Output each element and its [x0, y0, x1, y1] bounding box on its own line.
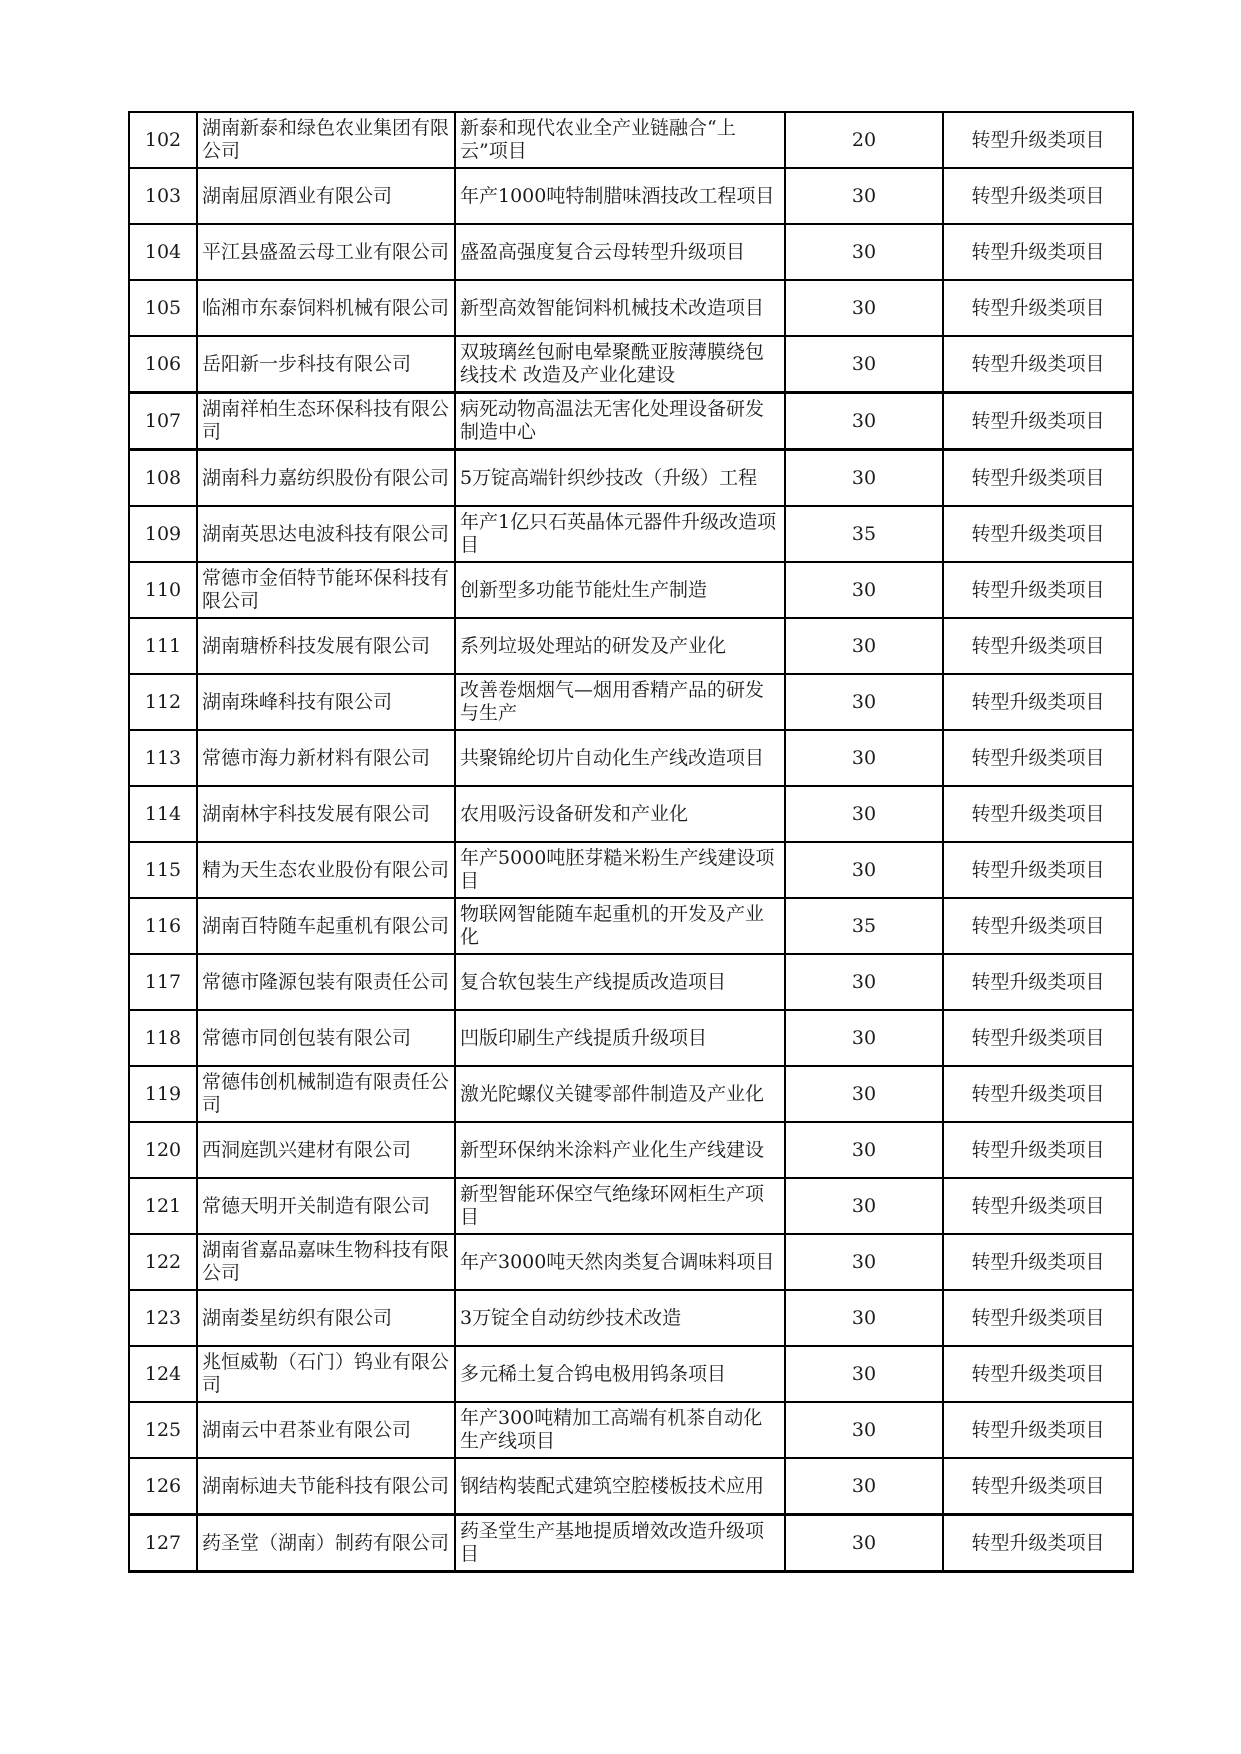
- table-row: [129, 1515, 1133, 1572]
- project-type: 转型升级类项目: [943, 1402, 1133, 1458]
- row-number: 119: [129, 1066, 197, 1122]
- project-type: 转型升级类项目: [943, 730, 1133, 786]
- company-name: 湖南祥柏生态环保科技有限公司: [197, 393, 455, 450]
- project-name: 新型智能环保空气绝缘环网柜生产项目: [455, 1178, 785, 1234]
- row-number: 116: [129, 898, 197, 954]
- table-row: [129, 898, 1133, 954]
- company-name: 常德市隆源包装有限责任公司: [197, 954, 455, 1010]
- project-type: 转型升级类项目: [943, 1290, 1133, 1346]
- funding-amount: 30: [785, 1010, 943, 1066]
- project-name: 激光陀螺仪关键零部件制造及产业化: [455, 1066, 785, 1122]
- project-type: 转型升级类项目: [943, 786, 1133, 842]
- project-type: 转型升级类项目: [943, 1178, 1133, 1234]
- project-name: 年产300吨精加工高端有机茶自动化生产线项目: [455, 1402, 785, 1458]
- company-name: 湖南屈原酒业有限公司: [197, 168, 455, 224]
- row-number: 108: [129, 450, 197, 507]
- table-row: [129, 1122, 1133, 1178]
- project-name: 凹版印刷生产线提质升级项目: [455, 1010, 785, 1066]
- company-name: 西洞庭凯兴建材有限公司: [197, 1122, 455, 1178]
- funding-amount: 30: [785, 450, 943, 507]
- project-name: 盛盈高强度复合云母转型升级项目: [455, 224, 785, 280]
- table-row: [129, 1290, 1133, 1346]
- row-number: 113: [129, 730, 197, 786]
- company-name: 湖南百特随车起重机有限公司: [197, 898, 455, 954]
- company-name: 湖南珠峰科技有限公司: [197, 674, 455, 730]
- project-name: 共聚锦纶切片自动化生产线改造项目: [455, 730, 785, 786]
- company-name: 临湘市东泰饲料机械有限公司: [197, 280, 455, 336]
- company-name: 湖南英思达电波科技有限公司: [197, 506, 455, 562]
- company-name: 湖南瑭桥科技发展有限公司: [197, 618, 455, 674]
- company-name: 常德伟创机械制造有限责任公司: [197, 1066, 455, 1122]
- table-row: [129, 393, 1133, 450]
- project-name: 年产1000吨特制腊味酒技改工程项目: [455, 168, 785, 224]
- project-type: 转型升级类项目: [943, 1346, 1133, 1402]
- table-row: [129, 1458, 1133, 1515]
- row-number: 112: [129, 674, 197, 730]
- funding-amount: 30: [785, 1178, 943, 1234]
- company-name: 常德市同创包装有限公司: [197, 1010, 455, 1066]
- project-type: 转型升级类项目: [943, 1458, 1133, 1515]
- table-row: [129, 730, 1133, 786]
- project-type: 转型升级类项目: [943, 224, 1133, 280]
- company-name: 药圣堂（湖南）制药有限公司: [197, 1515, 455, 1572]
- row-number: 123: [129, 1290, 197, 1346]
- project-type: 转型升级类项目: [943, 112, 1133, 168]
- project-name: 年产1亿只石英晶体元器件升级改造项目: [455, 506, 785, 562]
- project-type: 转型升级类项目: [943, 168, 1133, 224]
- company-name: 常德市金佰特节能环保科技有限公司: [197, 562, 455, 618]
- project-type: 转型升级类项目: [943, 562, 1133, 618]
- project-name: 药圣堂生产基地提质增效改造升级项目: [455, 1515, 785, 1572]
- row-number: 110: [129, 562, 197, 618]
- project-name: 复合软包装生产线提质改造项目: [455, 954, 785, 1010]
- company-name: 湖南省嘉品嘉味生物科技有限公司: [197, 1234, 455, 1290]
- project-type: 转型升级类项目: [943, 1010, 1133, 1066]
- row-number: 117: [129, 954, 197, 1010]
- funding-amount: 30: [785, 954, 943, 1010]
- project-type: 转型升级类项目: [943, 506, 1133, 562]
- table-row: [129, 1010, 1133, 1066]
- company-name: 兆恒威勒（石门）钨业有限公司: [197, 1346, 455, 1402]
- funding-amount: 30: [785, 1346, 943, 1402]
- table-row: [129, 280, 1133, 336]
- company-name: 湖南新泰和绿色农业集团有限公司: [197, 112, 455, 168]
- row-number: 105: [129, 280, 197, 336]
- project-type: 转型升级类项目: [943, 1234, 1133, 1290]
- funding-amount: 30: [785, 730, 943, 786]
- table-row: [129, 224, 1133, 280]
- table-row: [129, 954, 1133, 1010]
- row-number: 124: [129, 1346, 197, 1402]
- funding-amount: 35: [785, 898, 943, 954]
- row-number: 109: [129, 506, 197, 562]
- funding-amount: 30: [785, 674, 943, 730]
- row-number: 111: [129, 618, 197, 674]
- company-name: 湖南林宇科技发展有限公司: [197, 786, 455, 842]
- project-type: 转型升级类项目: [943, 1122, 1133, 1178]
- project-type: 转型升级类项目: [943, 674, 1133, 730]
- project-type: 转型升级类项目: [943, 618, 1133, 674]
- project-name: 双玻璃丝包耐电晕聚酰亚胺薄膜绕包线技术 改造及产业化建设: [455, 336, 785, 393]
- project-type: 转型升级类项目: [943, 1066, 1133, 1122]
- funding-amount: 30: [785, 562, 943, 618]
- funding-amount: 30: [785, 168, 943, 224]
- row-number: 122: [129, 1234, 197, 1290]
- funding-amount: 30: [785, 786, 943, 842]
- table-row: [129, 1402, 1133, 1458]
- row-number: 115: [129, 842, 197, 898]
- project-name: 新型高效智能饲料机械技术改造项目: [455, 280, 785, 336]
- funding-amount: 30: [785, 224, 943, 280]
- project-type: 转型升级类项目: [943, 898, 1133, 954]
- row-number: 120: [129, 1122, 197, 1178]
- funding-amount: 20: [785, 112, 943, 168]
- table-row: [129, 1346, 1133, 1402]
- project-name: 新泰和现代农业全产业链融合“上云”项目: [455, 112, 785, 168]
- table-row: [129, 336, 1133, 393]
- row-number: 102: [129, 112, 197, 168]
- company-name: 湖南云中君茶业有限公司: [197, 1402, 455, 1458]
- company-name: 湖南标迪夫节能科技有限公司: [197, 1458, 455, 1515]
- project-name: 系列垃圾处理站的研发及产业化: [455, 618, 785, 674]
- project-type: 转型升级类项目: [943, 280, 1133, 336]
- table-row: [129, 1066, 1133, 1122]
- funding-amount: 35: [785, 506, 943, 562]
- table-row: [129, 1234, 1133, 1290]
- table-row: [129, 674, 1133, 730]
- row-number: 107: [129, 393, 197, 450]
- funding-amount: 30: [785, 1458, 943, 1515]
- funding-amount: 30: [785, 618, 943, 674]
- project-name: 钢结构装配式建筑空腔楼板技术应用: [455, 1458, 785, 1515]
- row-number: 103: [129, 168, 197, 224]
- funding-amount: 30: [785, 1066, 943, 1122]
- project-name: 年产5000吨胚芽糙米粉生产线建设项目: [455, 842, 785, 898]
- row-number: 104: [129, 224, 197, 280]
- row-number: 121: [129, 1178, 197, 1234]
- table-row: [129, 842, 1133, 898]
- table-row: [129, 786, 1133, 842]
- company-name: 岳阳新一步科技有限公司: [197, 336, 455, 393]
- funding-amount: 30: [785, 1234, 943, 1290]
- company-name: 湖南娄星纺织有限公司: [197, 1290, 455, 1346]
- project-name: 农用吸污设备研发和产业化: [455, 786, 785, 842]
- funding-amount: 30: [785, 1402, 943, 1458]
- funding-amount: 30: [785, 336, 943, 393]
- row-number: 125: [129, 1402, 197, 1458]
- table-row: [129, 1178, 1133, 1234]
- row-number: 118: [129, 1010, 197, 1066]
- project-type: 转型升级类项目: [943, 336, 1133, 393]
- project-type: 转型升级类项目: [943, 393, 1133, 450]
- company-name: 常德天明开关制造有限公司: [197, 1178, 455, 1234]
- project-type: 转型升级类项目: [943, 1515, 1133, 1572]
- row-number: 114: [129, 786, 197, 842]
- table-row: [129, 506, 1133, 562]
- funding-amount: 30: [785, 1515, 943, 1572]
- funding-amount: 30: [785, 1290, 943, 1346]
- project-type: 转型升级类项目: [943, 842, 1133, 898]
- table-row: [129, 168, 1133, 224]
- funding-amount: 30: [785, 842, 943, 898]
- project-name: 新型环保纳米涂料产业化生产线建设: [455, 1122, 785, 1178]
- company-name: 平江县盛盈云母工业有限公司: [197, 224, 455, 280]
- table-row: [129, 562, 1133, 618]
- project-name: 病死动物高温法无害化处理设备研发制造中心: [455, 393, 785, 450]
- project-name: 年产3000吨天然肉类复合调味料项目: [455, 1234, 785, 1290]
- company-name: 常德市海力新材料有限公司: [197, 730, 455, 786]
- project-name: 改善卷烟烟气—烟用香精产品的研发与生产: [455, 674, 785, 730]
- project-name: 物联网智能随车起重机的开发及产业化: [455, 898, 785, 954]
- funding-amount: 30: [785, 1122, 943, 1178]
- project-type: 转型升级类项目: [943, 450, 1133, 507]
- project-name: 5万锭高端针织纱技改（升级）工程: [455, 450, 785, 507]
- company-name: 湖南科力嘉纺织股份有限公司: [197, 450, 455, 507]
- table-row: [129, 618, 1133, 674]
- table-row: [129, 450, 1133, 507]
- project-name: 多元稀土复合钨电极用钨条项目: [455, 1346, 785, 1402]
- funding-amount: 30: [785, 393, 943, 450]
- project-name: 创新型多功能节能灶生产制造: [455, 562, 785, 618]
- row-number: 126: [129, 1458, 197, 1515]
- table-row: [129, 112, 1133, 168]
- project-table-body: [129, 112, 1133, 1572]
- funding-amount: 30: [785, 280, 943, 336]
- project-name: 3万锭全自动纺纱技术改造: [455, 1290, 785, 1346]
- project-type: 转型升级类项目: [943, 954, 1133, 1010]
- row-number: 106: [129, 336, 197, 393]
- project-table: [128, 111, 1134, 1573]
- company-name: 精为天生态农业股份有限公司: [197, 842, 455, 898]
- row-number: 127: [129, 1515, 197, 1572]
